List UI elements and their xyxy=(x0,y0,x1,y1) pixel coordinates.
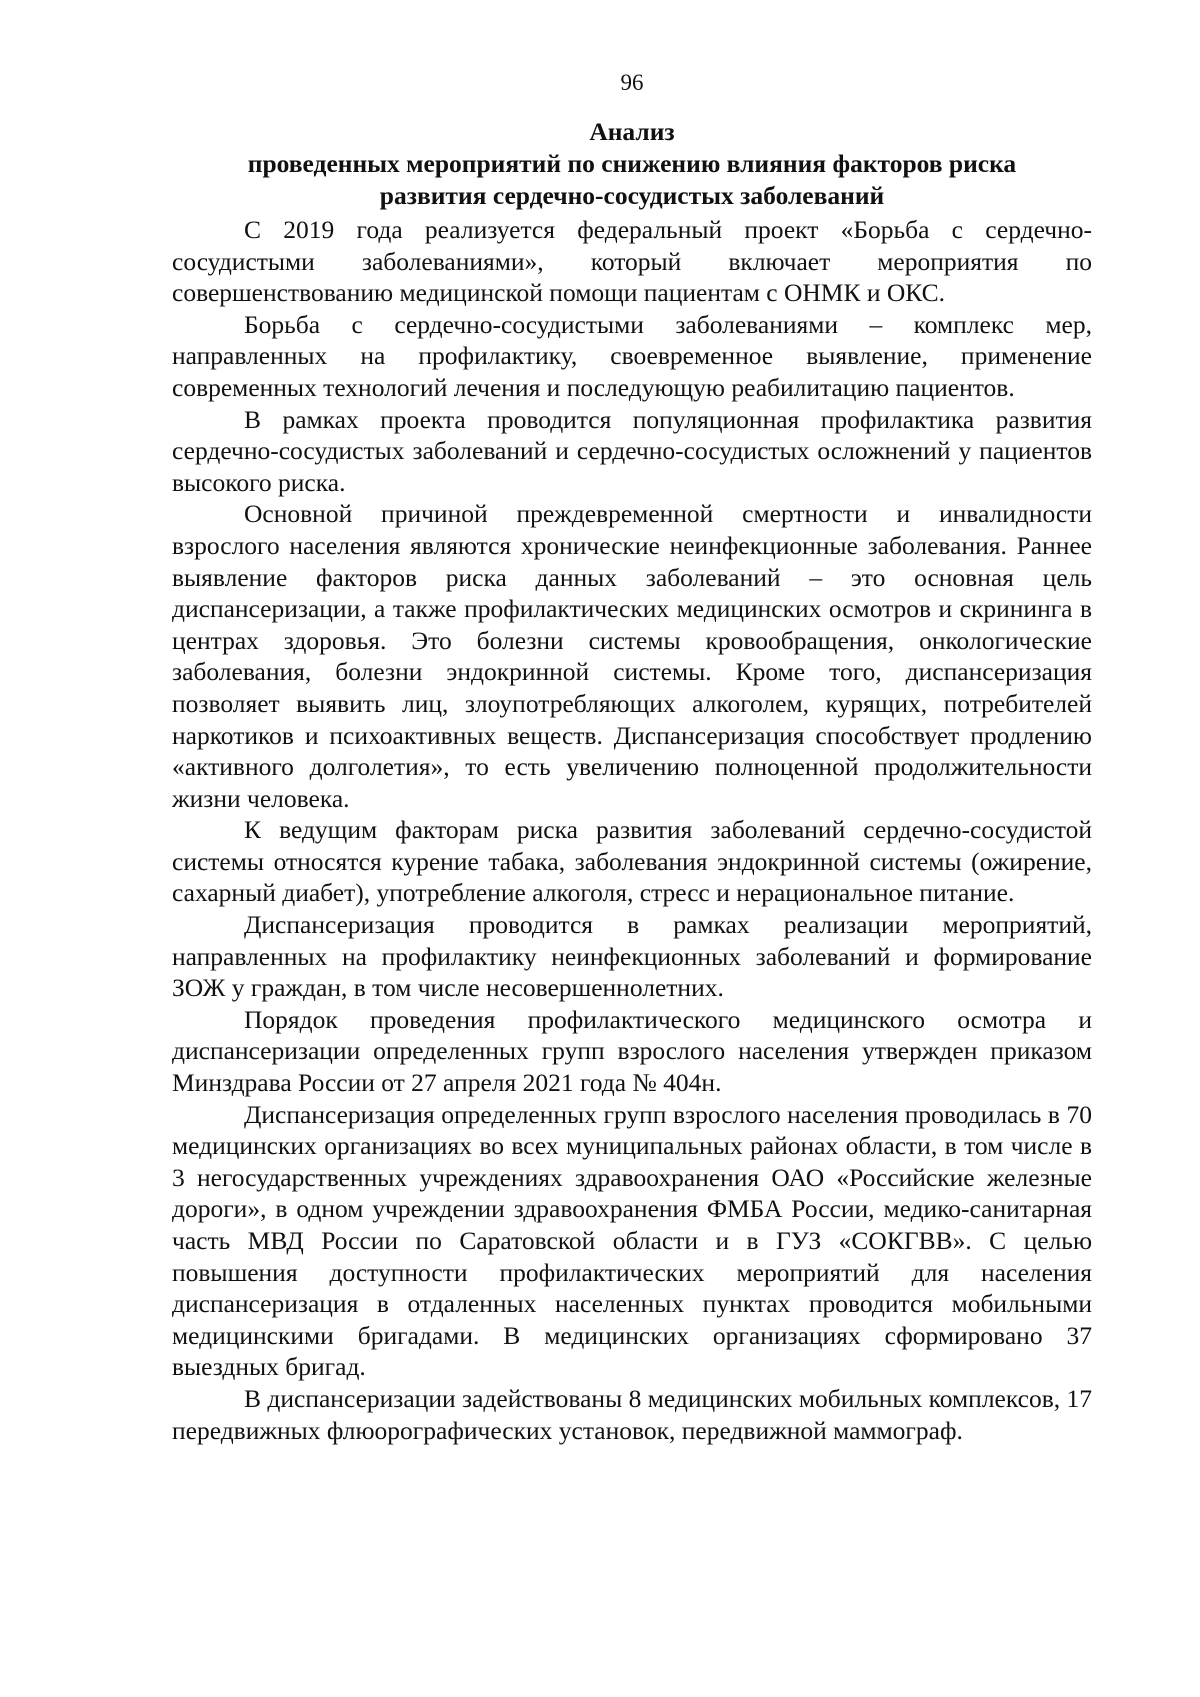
body-text xyxy=(172,214,1092,1446)
paragraph-measures: Борьба с сердечно-сосудистыми заболеваниями – комплекс мер, направленных на профилактику, своевременное выявление, применение современных технологий лечения и последующую реабилитацию пациентов. xyxy=(172,309,1092,402)
paragraph-organizations: Диспансеризация определенных групп взрослого населения проводилась в 70 медицинских организациях во всех муниципальных районах области, в том числе в 3 негосударственных учреждениях здравоохранения ОАО «Российские железные дороги», в одном учреждении здравоохранения ФМБА России, медико-санитарная часть МВД России по Саратовской области и в ГУЗ «СОКГВВ». С целью повышения доступности профилактических мероприятий для населения диспансеризация в отдаленных населенных пунктах проводится мобильными медицинскими бригадами. В медицинских организациях сформировано 37 выездных бригад. xyxy=(172,1099,1092,1382)
paragraph-risk-factors: К ведущим факторам риска развития заболеваний сердечно-сосудистой системы относятся курение табака, заболевания эндокринной системы (ожирение, сахарный диабет), употребление алкоголя, стресс и нерациональное питание. xyxy=(172,815,1092,908)
paragraph-population-prevention: В рамках проекта проводится популяционная профилактика развития сердечно-сосудистых заболеваний и сердечно-сосудистых осложнений у пациентов высокого риска. xyxy=(172,404,1092,497)
paragraph-federal-project: С 2019 года реализуется федеральный проект «Борьба с сердечно-сосудистыми заболеваниями», который включает мероприятия по совершенствованию медицинской помощи пациентам с ОНМК и ОКС. xyxy=(172,215,1092,308)
paragraph-main-causes: Основной причиной преждевременной смертности и инвалидности взрослого населения являются хронические неинфекционные заболевания. Раннее выявление факторов риска данных заболеваний – это основная цель диспансеризации, а также профилактических медицинских осмотров и скрининга в центрах здоровья. Это болезни системы кровообращения, онкологические заболевания, болезни эндокринной системы. Кроме того, диспансеризация позволяет выявить лиц, злоупотребляющих алкоголем, курящих, потребителей наркотиков и психоактивных веществ. Диспансеризация способствует продлению «активного долголетия», то есть увеличению полноценной продолжительности жизни человека. xyxy=(172,499,1092,813)
page-number: 96 xyxy=(620,70,644,95)
heading-line-2: проведенных мероприятий по снижению влияния факторов риска xyxy=(247,149,1017,178)
paragraph-mobile-complexes: В диспансеризации задействованы 8 медицинских мобильных комплексов, 17 передвижных флюорографических установок, передвижной маммограф. xyxy=(172,1383,1092,1445)
heading-line-3: развития сердечно-сосудистых заболеваний xyxy=(379,181,885,210)
section-heading xyxy=(172,116,1092,212)
heading-line-1: Анализ xyxy=(589,117,675,146)
paragraph-order: Порядок проведения профилактического медицинского осмотра и диспансеризации определенных групп взрослого населения утвержден приказом Минздрава России от 27 апреля 2021 года № 404н. xyxy=(172,1004,1092,1098)
paragraph-dispensary-framework: Диспансеризация проводится в рамках реализации мероприятий, направленных на профилактику неинфекционных заболеваний и формирование ЗОЖ у граждан, в том числе несовершеннолетних. xyxy=(172,910,1092,1003)
